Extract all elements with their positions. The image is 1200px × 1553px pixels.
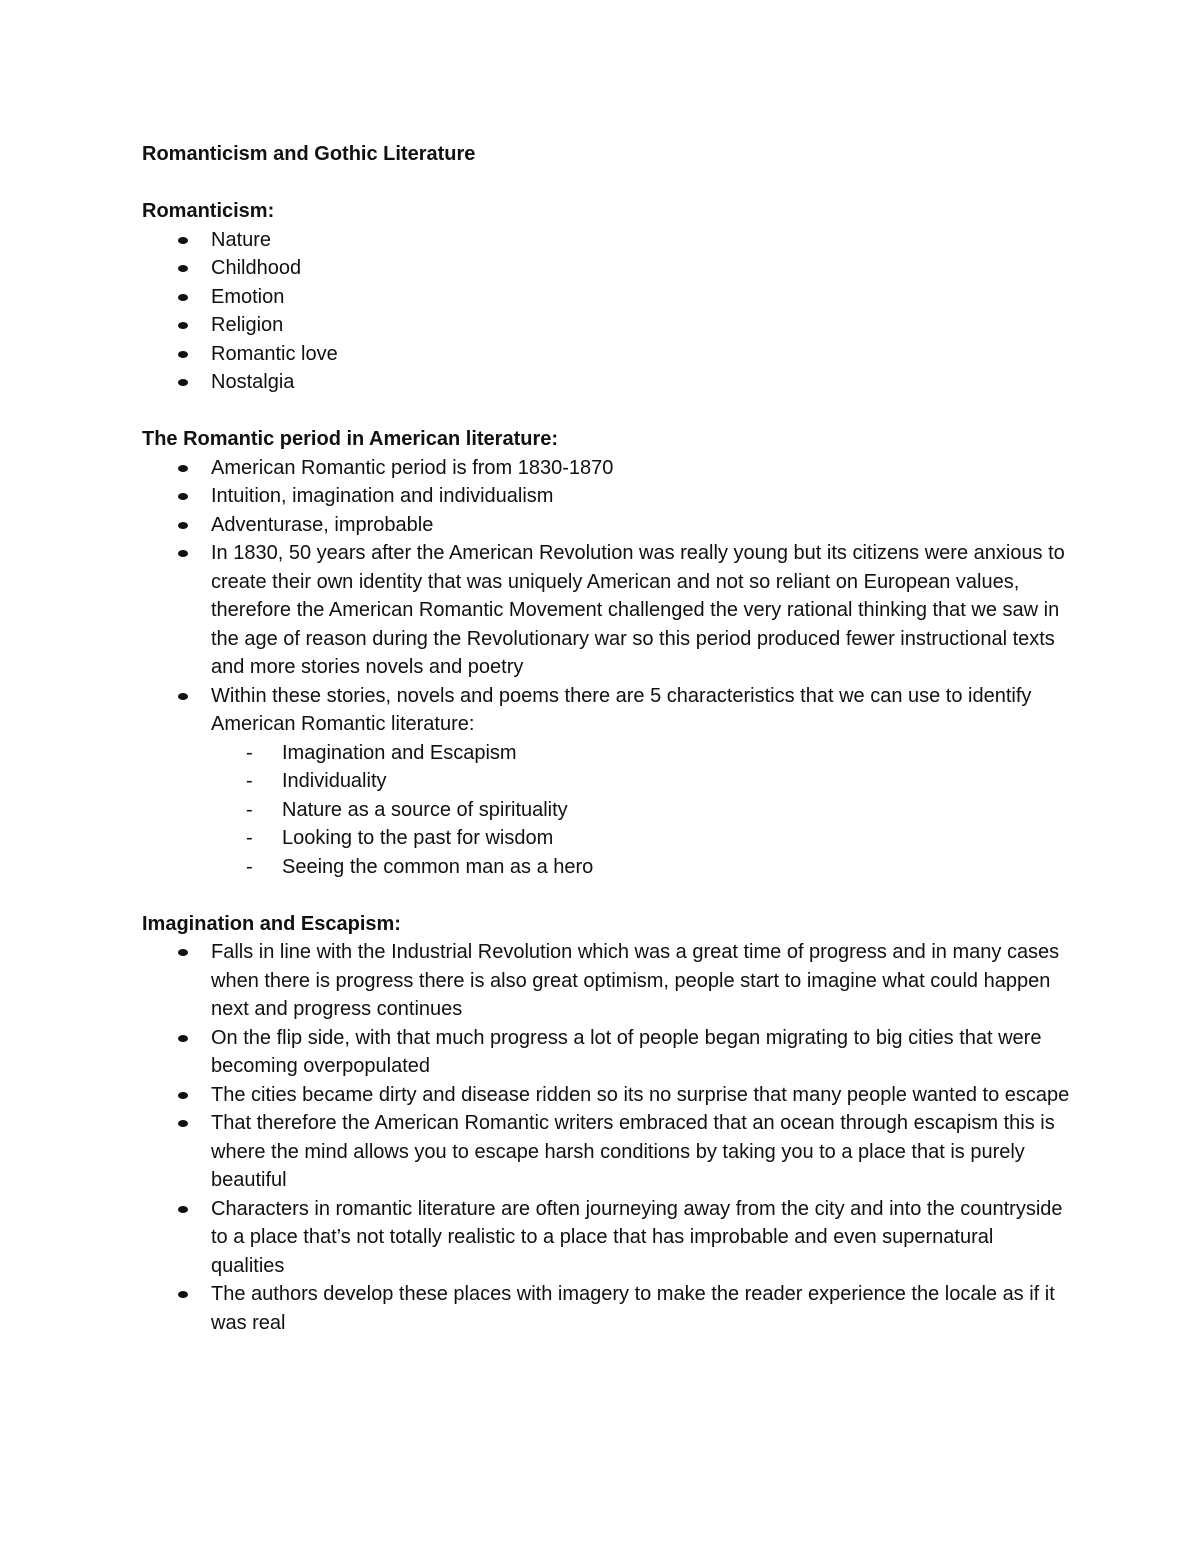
- sub-list-item-text: Imagination and Escapism: [282, 741, 517, 764]
- bullet-icon: [178, 693, 188, 700]
- bullet-icon: [178, 1092, 188, 1099]
- bullet-icon: [178, 351, 188, 358]
- section-heading-imagination-escapism: Imagination and Escapism:: [142, 912, 401, 935]
- bullet-icon: [178, 465, 188, 472]
- list-item-text: Childhood: [211, 257, 302, 279]
- list-item: [142, 539, 1072, 682]
- bullet-icon: [178, 1035, 188, 1042]
- list-item: [142, 1280, 1072, 1337]
- list-item-text: Romantic love: [211, 342, 338, 365]
- dash-icon: -: [246, 855, 253, 878]
- list-item-text: Falls in line with the Industrial Revolution which was a great time of progress and in many cases when there is progress there is also great optimism, people start to imagine what could happen next and progress continues: [211, 941, 1060, 1020]
- list-item-text: American Romantic period is from 1830-1870: [211, 456, 614, 479]
- bullet-icon: [178, 1206, 188, 1213]
- section-heading-romantic-period: The Romantic period in American literature:: [142, 428, 559, 450]
- sub-list-item: [211, 824, 1072, 853]
- sub-list-item: [211, 739, 1072, 768]
- list-item-text: The authors develop these places with imagery to make the reader experience the locale as if it was real: [211, 1283, 1055, 1334]
- list-item-text: That therefore the American Romantic writers embraced that an ocean through escapism this is where the mind allows you to escape harsh conditions by taking you to a place that is purely beautiful: [211, 1112, 1055, 1191]
- bullet-icon: [178, 522, 188, 529]
- spacer: [142, 169, 1072, 198]
- sub-list-item-text: Looking to the past for wisdom: [282, 827, 554, 849]
- list-item: [142, 254, 1072, 283]
- bullet-icon: [178, 493, 188, 500]
- bullet-icon: [178, 949, 188, 956]
- bullet-icon: [178, 1120, 188, 1127]
- sub-list-item: [211, 853, 1072, 882]
- bullet-list-imagination-escapism: [142, 938, 1072, 1337]
- list-item-text: Intuition, imagination and individualism: [211, 485, 554, 507]
- spacer: [142, 397, 1072, 426]
- bullet-list-romantic-period: [142, 454, 1072, 882]
- dash-icon: -: [246, 798, 253, 821]
- list-item: [142, 1195, 1072, 1281]
- sub-list-item-text: Seeing the common man as a hero: [282, 855, 594, 878]
- list-item-text: Adventurase, improbable: [211, 513, 434, 536]
- document-page: [142, 140, 1072, 1337]
- list-item-text: Nostalgia: [211, 371, 295, 393]
- list-item-text: On the flip side, with that much progress a lot of people began migrating to big cities that were becoming overpopulated: [211, 1026, 1042, 1077]
- list-item-text: Characters in romantic literature are often journeying away from the city and into the countryside to a place that’s not totally realistic to a place that has improbable and even supernatural qualities: [211, 1197, 1063, 1277]
- bullet-icon: [178, 322, 188, 329]
- spacer: [142, 881, 1072, 910]
- list-item: [142, 1024, 1072, 1081]
- list-item: [142, 454, 1072, 483]
- bullet-icon: [178, 265, 188, 272]
- section-heading-romanticism: Romanticism:: [142, 200, 275, 222]
- sub-list-item: [211, 796, 1072, 825]
- sub-list-item-text: Nature as a source of spirituality: [282, 798, 568, 821]
- list-item: [142, 482, 1072, 511]
- bullet-list-romanticism: [142, 226, 1072, 397]
- bullet-icon: [178, 1291, 188, 1298]
- list-item-text: In 1830, 50 years after the American Revolution was really young but its citizens were anxious to create their own identity that was uniquely American and not so reliant on European values, therefore the American Romantic Movement challenged the very rational thinking that we saw in the age of reason during the Revolutionary war so this period produced fewer instructional texts and more stories novels and poetry: [211, 542, 1065, 678]
- list-item: [142, 682, 1072, 882]
- list-item: [142, 340, 1072, 369]
- list-item-text: The cities became dirty and disease ridden so its no surprise that many people wanted to escape: [211, 1083, 1070, 1106]
- list-item-text: Within these stories, novels and poems there are 5 characteristics that we can use to identify American Romantic literature:: [211, 684, 1032, 735]
- list-item: [142, 368, 1072, 397]
- list-item-text: Emotion: [211, 285, 285, 308]
- list-item: [142, 311, 1072, 340]
- bullet-icon: [178, 379, 188, 386]
- dash-icon: -: [246, 741, 253, 764]
- dash-icon: -: [246, 827, 253, 849]
- sub-list-item: [211, 767, 1072, 796]
- list-item-text: Nature: [211, 228, 272, 251]
- dash-icon: -: [246, 770, 253, 792]
- list-item: [142, 511, 1072, 540]
- list-item: [142, 283, 1072, 312]
- list-item-text: Religion: [211, 314, 284, 336]
- list-item: [142, 1109, 1072, 1195]
- bullet-icon: [178, 294, 188, 301]
- sub-list-item-text: Individuality: [282, 770, 387, 792]
- list-item: [142, 938, 1072, 1024]
- bullet-icon: [178, 550, 188, 557]
- list-item: [142, 1081, 1072, 1110]
- bullet-icon: [178, 237, 188, 244]
- dash-list-characteristics: [211, 739, 1072, 882]
- document-title: Romanticism and Gothic Literature: [142, 143, 476, 165]
- list-item: [142, 226, 1072, 255]
